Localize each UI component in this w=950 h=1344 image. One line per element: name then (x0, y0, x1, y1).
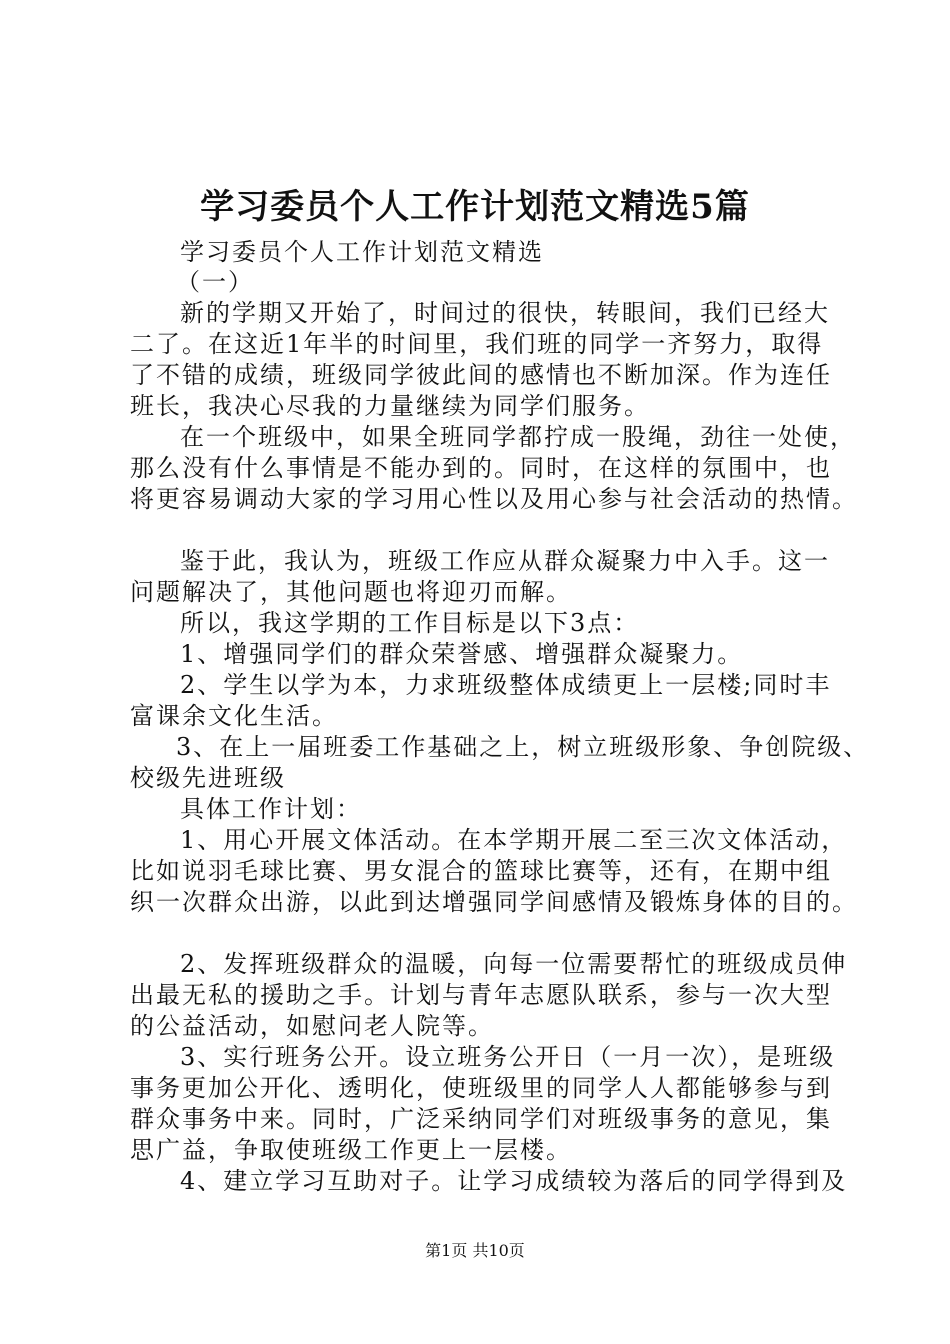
paragraph-line: 班长，我决心尽我的力量继续为同学们服务。 (130, 392, 650, 420)
page-footer: 第1页 共10页 (425, 1241, 525, 1260)
paragraph-line: 新的学期又开始了，时间过的很快，转眼间，我们已经大 (180, 299, 830, 327)
list-item-line: 事务更加公开化、透明化，使班级里的同学人人都能够参与到 (130, 1074, 832, 1102)
list-item-line: 织一次群众出游，以此到达增强同学间感情及锻炼身体的目的。 (130, 888, 858, 916)
subtitle-line: 学习委员个人工作计划范文精选 (180, 238, 544, 266)
list-item-line: 1、用心开展文体活动。在本学期开展二至三次文体活动， (180, 826, 848, 854)
list-item-line: 出最无私的援助之手。计划与青年志愿队联系，参与一次大型 (130, 981, 832, 1009)
paragraph-line: 问题解决了，其他问题也将迎刃而解。 (130, 578, 572, 606)
paragraph-line: 那么没有什么事情是不能办到的。同时，在这样的氛围中，也 (130, 454, 832, 482)
list-item-line: 3、实行班务公开。设立班务公开日（一月一次），是班级 (180, 1043, 836, 1071)
section-heading-line: 具体工作计划： (180, 795, 362, 823)
list-item-line: 思广益，争取使班级工作更上一层楼。 (130, 1136, 572, 1164)
paragraph-line: 所以，我这学期的工作目标是以下3点： (180, 609, 640, 637)
paragraph-line: 将更容易调动大家的学习用心性以及用心参与社会活动的热情。 (130, 485, 858, 513)
list-item-line: 富课余文化生活。 (130, 702, 338, 730)
paragraph-line: 在一个班级中，如果全班同学都拧成一股绳，劲往一处使， (180, 423, 856, 451)
document-title: 学习委员个人工作计划范文精选5篇 (200, 187, 750, 227)
list-item-line: 1、增强同学们的群众荣誉感、增强群众凝聚力。 (180, 640, 744, 668)
list-item-line: 群众事务中来。同时，广泛采纳同学们对班级事务的意见，集 (130, 1105, 832, 1133)
paragraph-line: 鉴于此，我认为，班级工作应从群众凝聚力中入手。这一 (180, 547, 830, 575)
list-item-line: 校级先进班级 (130, 764, 286, 792)
list-item-line: 比如说羽毛球比赛、男女混合的篮球比赛等，还有，在期中组 (130, 857, 832, 885)
list-item-line: 的公益活动，如慰问老人院等。 (130, 1012, 494, 1040)
list-item-line: 2、学生以学为本，力求班级整体成绩更上一层楼;同时丰 (180, 671, 832, 699)
list-item-line: 3、在上一届班委工作基础之上，树立班级形象、争创院级、 (176, 733, 870, 761)
paragraph-line: 了不错的成绩，班级同学彼此间的感情也不断加深。作为连任 (130, 361, 832, 389)
list-item-line: 2、发挥班级群众的温暖，向每一位需要帮忙的班级成员伸 (180, 950, 848, 978)
list-item-line: 4、建立学习互助对子。让学习成绩较为落后的同学得到及 (180, 1167, 848, 1195)
paragraph-line: 二了。在这近1年半的时间里，我们班的同学一齐努力，取得 (130, 330, 824, 358)
section-number: （一） (176, 268, 254, 296)
